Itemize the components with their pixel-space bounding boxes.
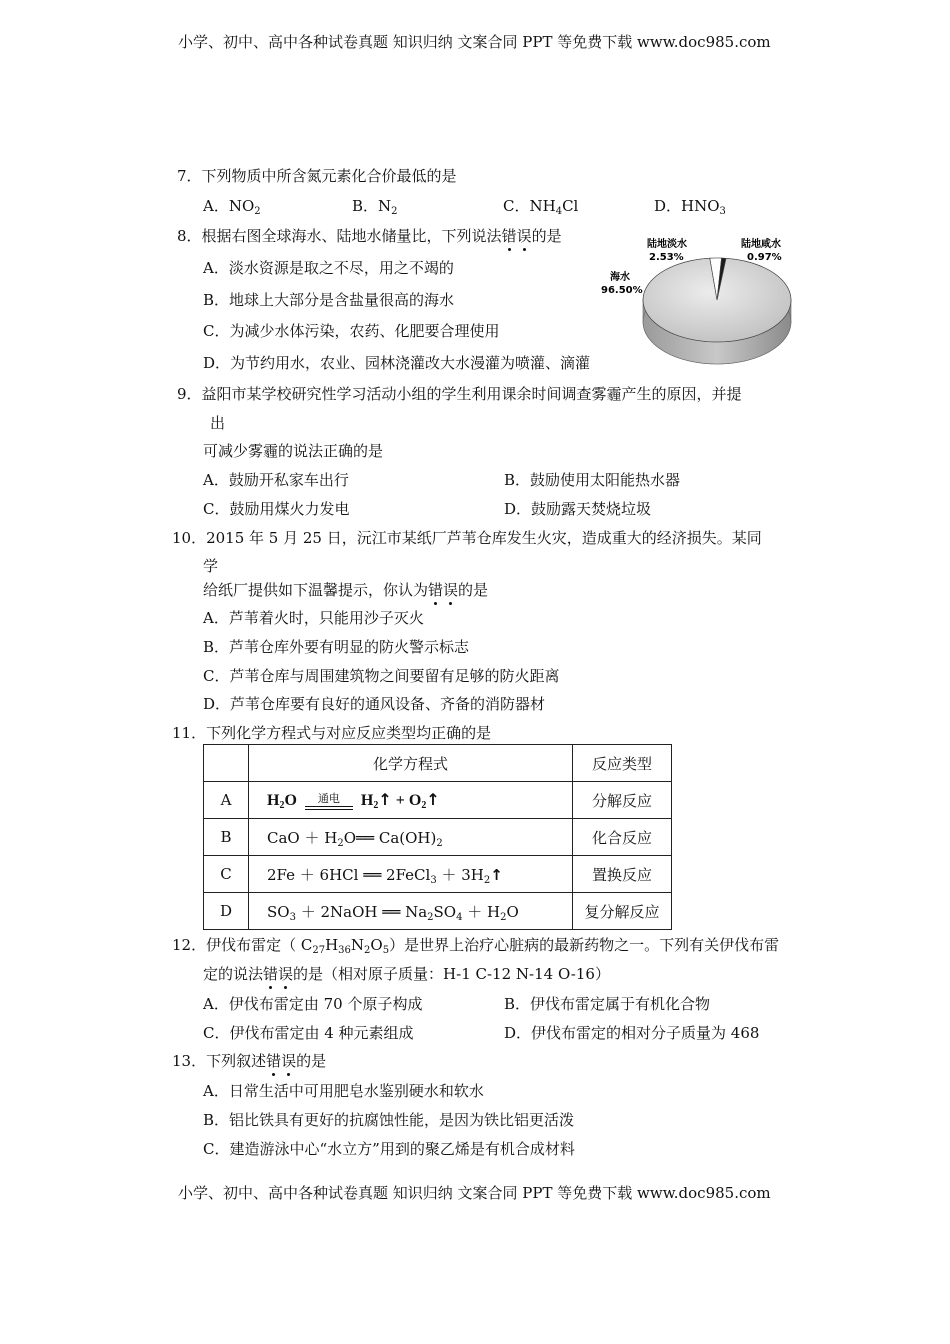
q12-option-b: B．伊伐布雷定属于有机化合物 — [504, 995, 711, 1013]
equation-b: CaO ＋ $H_2O══$ $Ca(OH)_2$ — [249, 819, 573, 856]
q9-stem-line1: 9．益阳市某学校研究性学习活动小组的学生利用课余时间调查雾霾产生的原因，并提 — [177, 385, 742, 403]
pie-value-seawater: 96.50% — [601, 285, 643, 296]
reaction-type: 置换反应 — [573, 856, 672, 893]
equation-d: $SO_3$ ＋ 2NaOH ══ $Na_2SO_4 + H_2O$ — [249, 893, 573, 930]
q10-stem-line1: 10．2015 年 5 月 25 日，沅江市某纸厂芦苇仓库发生火灾，造成重大的经济损失。某同 — [172, 529, 762, 547]
row-label: C — [204, 856, 249, 893]
q12-option-c: C．伊伐布雷定由 4 种元素组成 — [203, 1024, 414, 1042]
q10-option-a: A．芦苇着火时，只能用沙子灭火 — [203, 609, 424, 627]
q12-option-a: A．伊伐布雷定由 70 个原子构成 — [203, 995, 423, 1013]
q8-stem: 8．根据右图全球海水、陆地水储量比，下列说法错误的是 — [177, 227, 562, 245]
q13-option-a: A．日常生活中可用肥皂水鉴别硬水和软水 — [203, 1082, 484, 1100]
q8-option-c: C．为减少水体污染，农药、化肥要合理使用 — [203, 322, 500, 340]
q9-option-d: D．鼓励露天焚烧垃圾 — [504, 500, 652, 518]
q8-option-d: D．为节约用水，农业、园林浇灌改大水漫灌为喷灌、滴灌 — [203, 354, 591, 372]
page-header: 小学、初中、高中各种试卷真题 知识归纳 文案合同 PPT 等免费下载 www.doc985.com — [178, 33, 771, 51]
condition-electrolysis: 通电 — [317, 791, 340, 805]
q10-stem-line2: 学 — [203, 557, 219, 575]
q12-option-d: D．伊伐布雷定的相对分子质量为 468 — [504, 1024, 760, 1042]
page-footer: 小学、初中、高中各种试卷真题 知识归纳 文案合同 PPT 等免费下载 www.doc985.com — [178, 1184, 771, 1202]
table-row — [204, 782, 672, 819]
pie-value-saltwater: 0.97% — [747, 252, 782, 263]
row-label: A — [204, 782, 249, 819]
pie-label-saltwater: 陆地咸水 — [741, 239, 781, 250]
q8-option-b: B．地球上大部分是含盐量很高的海水 — [203, 291, 455, 309]
equation-a: $H_2O$ 通电 $H_2↑$ + $O_2↑$ — [249, 782, 573, 819]
q7-stem: 7．下列物质中所含氮元素化合价最低的是 — [177, 167, 457, 185]
table-header-row — [204, 745, 672, 782]
water-pie-chart — [585, 230, 815, 370]
q10-option-d: D．芦苇仓库要有良好的通风设备、齐备的消防器材 — [203, 695, 546, 713]
row-label: D — [204, 893, 249, 930]
q12-stem-line1: 12．伊伐布雷定（ $C_{27}H_{36}N_2O_5$）是世界上治疗心脏病的最新药物之一。下列有关伊伐布雷 — [172, 936, 780, 956]
q10-option-b: B．芦苇仓库外要有明显的防火警示标志 — [203, 638, 470, 656]
pie-value-freshwater: 2.53% — [649, 252, 684, 263]
col-header-type: 反应类型 — [573, 745, 672, 782]
q7-option-d: D．$HNO_3$ — [654, 197, 726, 217]
q7-option-a: A．$NO_2$ — [203, 197, 261, 217]
q13-option-b: B．铝比铁具有更好的抗腐蚀性能，是因为铁比铝更活泼 — [203, 1111, 575, 1129]
q11-stem: 11．下列化学方程式与对应反应类型均正确的是 — [172, 724, 492, 742]
q13-stem: 13．下列叙述错误的是 — [172, 1052, 327, 1070]
q9-option-b: B．鼓励使用太阳能热水器 — [504, 471, 681, 489]
table-row — [204, 893, 672, 930]
table-row — [204, 819, 672, 856]
pie-label-freshwater: 陆地淡水 — [647, 239, 687, 250]
reaction-type: 复分解反应 — [573, 893, 672, 930]
q13-option-c: C．建造游泳中心“水立方”用到的聚乙烯是有机合成材料 — [203, 1140, 575, 1158]
q12-stem-line2: 定的说法错误的是（相对原子质量：H-1 C-12 N-14 O-16） — [203, 965, 610, 983]
q8-option-a: A．淡水资源是取之不尽，用之不竭的 — [203, 259, 454, 277]
q9-stem-line2: 出 — [210, 414, 226, 432]
q7-option-c: C．$NH_4Cl$ — [503, 197, 579, 217]
q10-stem-line3: 给纸厂提供如下温馨提示，你认为错误的是 — [203, 581, 489, 599]
table-row — [204, 856, 672, 893]
q7-option-b: B．$N_2$ — [352, 197, 398, 217]
reaction-type: 化合反应 — [573, 819, 672, 856]
q9-option-a: A．鼓励开私家车出行 — [203, 471, 349, 489]
q9-stem-line3: 可减少雾霾的说法正确的是 — [203, 442, 384, 460]
pie-label-seawater: 海水 — [610, 272, 630, 283]
col-header-equation: 化学方程式 — [249, 745, 573, 782]
row-label: B — [204, 819, 249, 856]
q11-equation-table — [203, 744, 672, 930]
q10-option-c: C．芦苇仓库与周围建筑物之间要留有足够的防火距离 — [203, 667, 560, 685]
equation-c: 2Fe ＋ 6HCl ══ 2FeCl$_3$ ＋ $3H_2↑$ — [249, 856, 573, 893]
reaction-type: 分解反应 — [573, 782, 672, 819]
q9-option-c: C．鼓励用煤火力发电 — [203, 500, 350, 518]
